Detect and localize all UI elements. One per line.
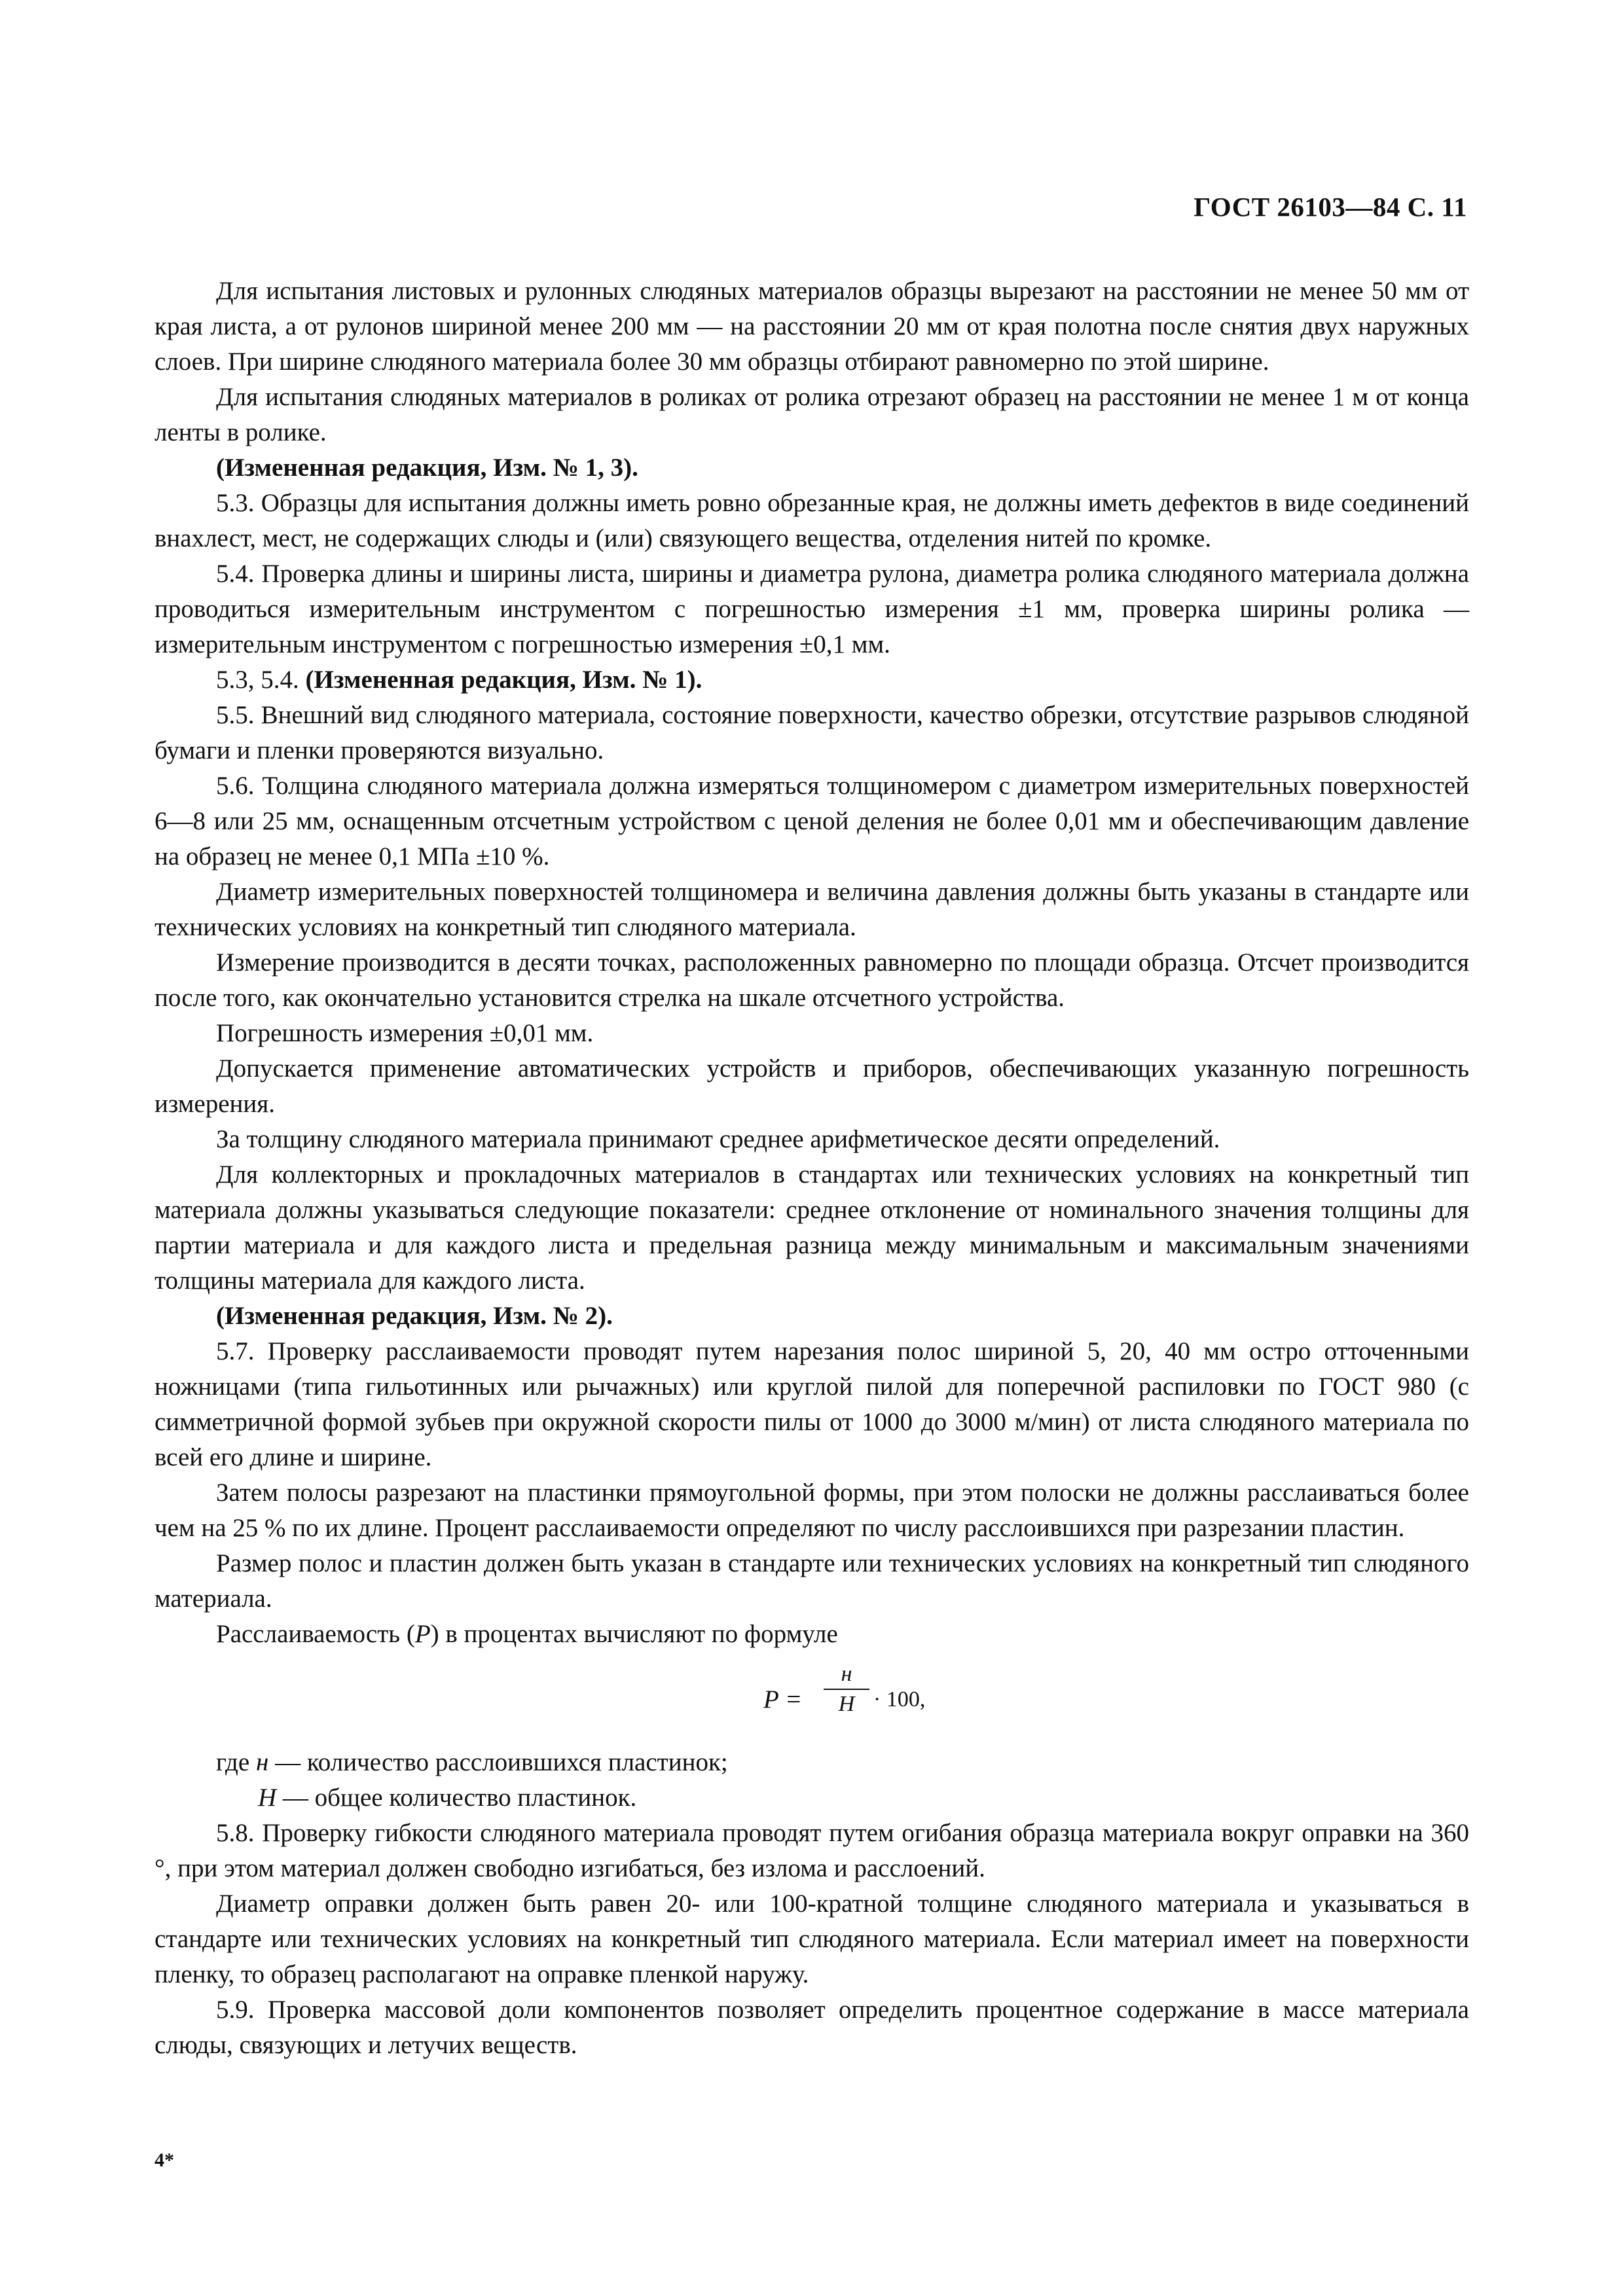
paragraph: Диаметр измерительных поверхностей толщиномера и величина давления должны быть указаны в стандарте или технических условиях на конкретный тип слюдяного материала. [155,878,1469,941]
formula-rhs: · 100, [873,1687,926,1712]
formula-intro [155,1617,1469,1652]
amendment-note: (Измененная редакция, Изм. № 1). [305,666,702,694]
paragraph: Погрешность измерения ±0,01 мм. [216,1019,594,1047]
amendment-line [155,662,1469,698]
paragraph: Для коллекторных и прокладочных материалов в стандартах или технических условиях на конкретный тип материала должны указываться следующие показатели: среднее отклонение от номинального значения толщины для партии материала и для каждого листа и предельная разница между минимальным и максимальным значениями толщины материала для каждого листа. [155,1160,1469,1295]
paragraph: Для испытания слюдяных материалов в роликах от ролика отрезают образец на расстоянии не менее 1 м от конца ленты в ролике. [155,383,1469,446]
paragraph: 5.3. Образцы для испытания должны иметь ровно обрезанные края, не должны иметь дефектов в виде соединений внахлест, мест, не содержащих слюды и (или) связующего вещества, отделения нитей по кромке. [155,489,1469,552]
paragraph: За толщину слюдяного материала принимают среднее арифметическое десяти определений. [216,1125,1220,1153]
amendment-note: (Измененная редакция, Изм. № 1, 3). [216,454,638,482]
formula-fraction [824,1660,869,1719]
where-prefix: где [216,1748,250,1776]
where-line [155,1745,1469,1780]
formula-numerator: н [841,1662,852,1686]
paragraph: Измерение производится в десяти точках, расположенных равномерно по площади образца. Отсчет производится после того, как окончательно установится стрелка на шкале отсчетного устройства. [155,948,1469,1012]
paragraph: Затем полосы разрезают на пластинки прямоугольной формы, при этом полоски не должны расслаиваться более чем на 25 % по их длине. Процент расслаиваемости определяют по числу расслоившихся при разрезании пластин. [155,1479,1469,1542]
formula-intro-text: ) в процентах вычисляют по формуле [430,1620,838,1648]
paragraph: 5.5. Внешний вид слюдяного материала, состояние поверхности, качество обрезки, отсутствие разрывов слюдяной бумаги и пленки проверяются визуально. [155,701,1469,764]
paragraph: 5.6. Толщина слюдяного материала должна измеряться толщиномером с диаметром измерительных поверхностей 6—8 или 25 мм, оснащенным отсчетным устройством с ценой деления не более 0,01 мм и обеспечивающим давление на образец не менее 0,1 МПа ±10 %. [155,772,1469,870]
where-line [155,1780,1469,1816]
formula-intro-text: Расслаиваемость ( [216,1620,415,1648]
where-var: н [255,1748,269,1776]
where-text: — общее количество пластинок. [282,1784,637,1812]
page-footer-mark: 4* [155,2149,174,2171]
amendment-note: (Измененная редакция, Изм. № 2). [216,1302,613,1330]
amendment-ref: 5.3, 5.4. [216,666,299,694]
paragraph: Допускается применение автоматических устройств и приборов, обеспечивающих указанную погрешность измерения. [155,1054,1469,1118]
paragraph: Размер полос и пластин должен быть указан в стандарте или технических условиях на конкретный тип слюдяного материала. [155,1549,1469,1613]
document-body [155,274,1469,2063]
formula-lhs: P = [763,1685,803,1713]
where-var: Н [258,1784,277,1812]
where-text: — количество расслоившихся пластинок; [275,1748,728,1776]
paragraph: 5.9. Проверка массовой доли компонентов позволяет определить процентное содержание в массе материала слюды, связующих и летучих веществ. [155,1996,1469,2059]
formula [155,1657,1469,1745]
paragraph: 5.4. Проверка длины и ширины листа, ширины и диаметра рулона, диаметра ролика слюдяного материала должна проводиться измерительным инструментом с погрешностью измерения ±1 мм, проверка ширины ролика — измерительным инструментом с погрешностью измерения ±0,1 мм. [155,560,1469,658]
formula-var: P [414,1620,431,1648]
formula-denominator: Н [838,1692,855,1716]
paragraph: 5.8. Проверку гибкости слюдяного материала проводят путем огибания образца материала вокруг оправки на 360 °, при этом материал должен свободно изгибаться, без излома и расслоений. [155,1819,1469,1882]
paragraph: 5.7. Проверку расслаиваемости проводят путем нарезания полос шириной 5, 20, 40 мм остро отточенными ножницами (типа гильотинных или рычажных) или круглой пилой для поперечной распиловки по ГОСТ 980 (с симметричной формой зубьев при окружной скорости пилы от 1000 до 3000 м/мин) от листа слюдяного материала по всей его длине и ширине. [155,1337,1469,1471]
paragraph: Для испытания листовых и рулонных слюдяных материалов образцы вырезают на расстоянии не менее 50 мм от края листа, а от рулонов шириной менее 200 мм — на расстоянии 20 мм от края полотна после снятия двух наружных слоев. При ширине слюдяного материала более 30 мм образцы отбирают равномерно по этой ширине. [155,277,1469,376]
paragraph: Диаметр оправки должен быть равен 20- или 100-кратной толщине слюдяного материала и указываться в стандарте или технических условиях на конкретный тип слюдяного материала. Если материал имеет на поверхности пленку, то образец располагают на оправке пленкой наружу. [155,1890,1469,1988]
page-header: ГОСТ 26103—84 С. 11 [1194,192,1467,222]
